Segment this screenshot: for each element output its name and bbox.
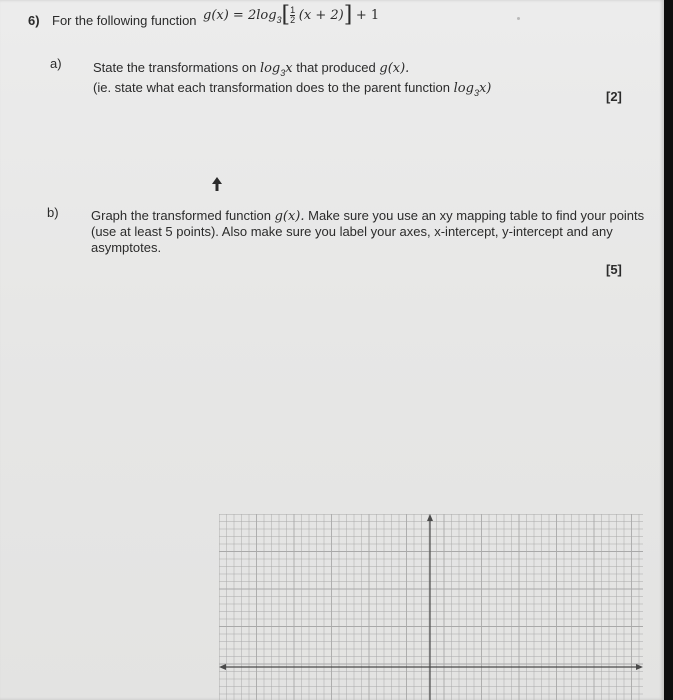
part-a-line2-pre: (ie. state what each transformation does to the parent function — [93, 80, 450, 95]
fraction-denominator: 2 — [290, 15, 296, 25]
part-a-label: a) — [50, 56, 62, 71]
paper-speck — [517, 17, 520, 20]
part-a-line2-base: 3 — [473, 88, 479, 98]
part-b-line3: asymptotes. — [91, 240, 162, 255]
part-b-line1 — [91, 208, 644, 225]
part-b-label: b) — [47, 205, 59, 220]
function-equation — [203, 2, 380, 36]
fraction — [290, 6, 295, 25]
log-base: 3 — [276, 14, 282, 25]
x-axis-right-arrow-icon — [636, 664, 643, 670]
x-axis-left-arrow-icon — [219, 664, 226, 670]
part-a-line2 — [93, 80, 491, 97]
part-a-line2-var: x) — [478, 81, 492, 96]
fraction-numerator: 1 — [290, 5, 296, 15]
photo-dark-edge — [664, 0, 673, 700]
left-bracket: [ — [281, 2, 291, 28]
part-b-line1-pre: Graph the transformed function — [91, 208, 271, 223]
part-a-marks: [2] — [606, 89, 622, 104]
part-a-line1-g: g(x). — [379, 61, 410, 76]
part-b-line2: (use at least 5 points). Also make sure you label your axes, x-intercept, y-intercept and any — [91, 224, 613, 239]
part-b-marks: [5] — [606, 262, 622, 277]
graph-paper — [219, 514, 643, 700]
part-a-line1 — [93, 60, 409, 77]
equation-lhs: g(x) = 2log — [203, 7, 277, 23]
part-a-line1-var: x — [285, 61, 293, 76]
equation-tail: + 1 — [355, 7, 380, 23]
part-a-line2-log: log — [453, 81, 474, 96]
question-number: 6) — [28, 13, 40, 28]
part-a-line1-mid: that produced — [296, 60, 376, 75]
equation-inner: (x + 2) — [298, 7, 344, 23]
part-a-line1-log: log — [259, 61, 281, 76]
y-axis-arrow-icon — [427, 514, 433, 521]
right-bracket: ] — [343, 2, 353, 28]
part-b-line1-post: Make sure you use an xy mapping table to find your points — [308, 208, 645, 223]
question-intro: For the following function — [52, 13, 197, 28]
part-a-line1-pre: State the transformations on — [93, 60, 257, 75]
part-b-line1-g: g(x). — [274, 209, 305, 224]
part-a-line1-base: 3 — [280, 68, 286, 78]
mouse-pointer-icon — [210, 176, 224, 192]
grid-lines — [219, 514, 643, 700]
